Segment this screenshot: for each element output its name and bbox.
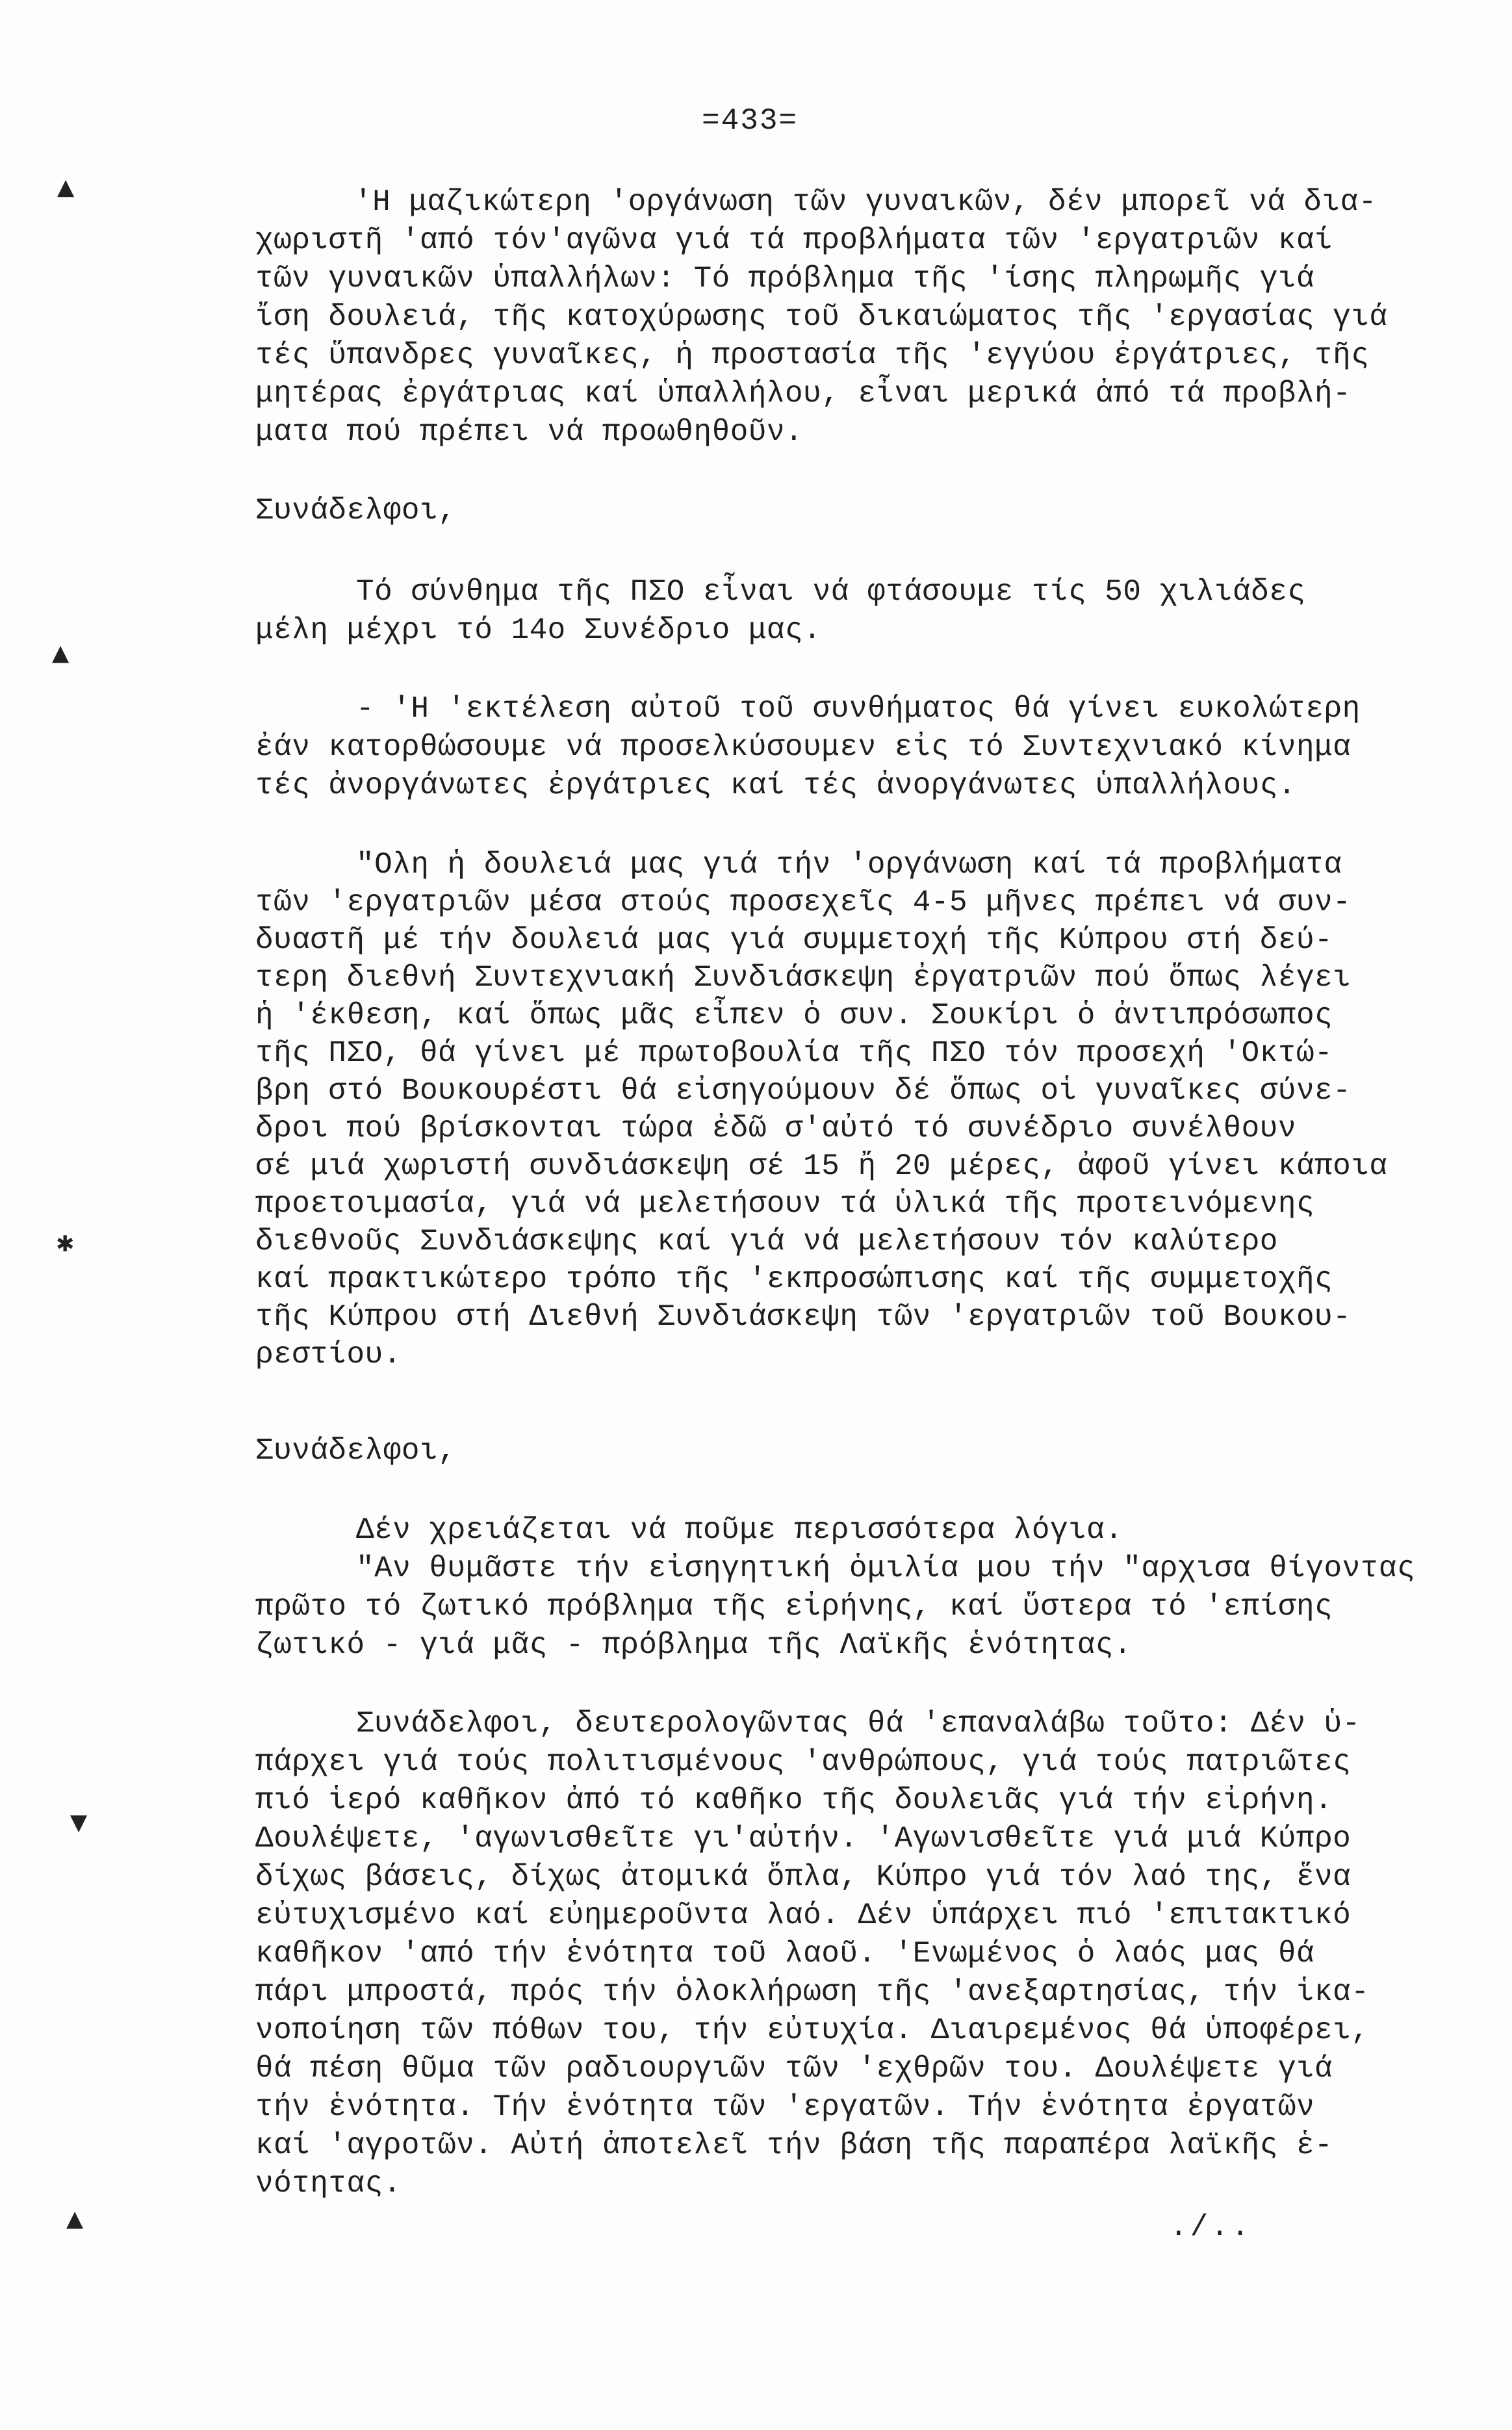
text-line: Δουλέψετε, 'αγωνισθεῖτε γι'αὐτήν. 'Αγωνισθεῖτε γιά μιά Κύπρο (255, 1822, 1352, 1856)
text-line: δυαστῆ μέ τήν δουλειά μας γιά συμμετοχή τῆς Κύπρου στή δεύ- (255, 923, 1333, 957)
text-line: Συνάδελφοι, δευτερολογῶντας θά 'επαναλάβω τοῦτο: Δέν ὑ- (356, 1707, 1361, 1741)
text-line: τῶν 'εργατριῶν μέσα στούς προσεχεῖς 4-5 μῆνες πρέπει νά συν- (255, 886, 1352, 919)
text-line: σέ μιά χωριστή συνδιάσκεψη σέ 15 ἤ 20 μέρες, ἀφοῦ γίνει κάποια (255, 1149, 1388, 1183)
text-line: θά πέση θῦμα τῶν ραδιουργιῶν τῶν 'εχθρῶν του. Δουλέψετε γιά (255, 2052, 1333, 2086)
text-line: μέλη μέχρι τό 14ο Συνέδριο μας. (255, 613, 822, 647)
text-line: "Ολη ἡ δουλειά μας γιά τήν 'οργάνωση καί τά προβλήματα (356, 848, 1342, 882)
text-line: ἐάν κατορθώσουμε νά προσελκύσουμεν εἰς τό Συντεχνιακό κίνημα (255, 730, 1352, 764)
text-line: "Αν θυμᾶστε τήν εἰσηγητική ὁμιλία μου τήν "αρχισα θίγοντας (356, 1552, 1416, 1585)
text-line: καί 'αγροτῶν. Αὐτή ἀποτελεῖ τήν βάση τῆς παραπέρα λαϊκῆς ἑ- (255, 2129, 1333, 2162)
continued-mark: ./.. (1170, 2210, 1252, 2244)
text-line: νοποίηση τῶν πόθων του, τήν εὐτυχία. Διαιρεμένος θά ὑποφέρει, (255, 2014, 1370, 2047)
text-line: ζωτικό - γιά μᾶς - πρόβλημα τῆς Λαϊκῆς ἑνότητας. (255, 1628, 1133, 1662)
salutation: Συνάδελφοι, (255, 494, 457, 528)
page-number: =433= (702, 104, 799, 138)
text-line: Τό σύνθημα τῆς ΠΣΟ εἶναι νά φτάσουμε τίς 50 χιλιάδες (356, 575, 1306, 609)
margin-mark: ✱ (56, 1231, 75, 1257)
text-line: ἡ 'έκθεση, καί ὅπως μᾶς εἶπεν ὁ συν. Σουκίρι ὁ ἀντιπρόσωπος (255, 999, 1333, 1032)
text-line: νότητας. (255, 2167, 402, 2201)
text-line: πρῶτο τό ζωτικό πρόβλημα τῆς εἰρήνης, καί ὕστερα τό 'επίσης (255, 1590, 1333, 1624)
text-line: προετοιμασία, γιά νά μελετήσουν τά ὑλικά τῆς προτεινόμενης (255, 1187, 1315, 1221)
text-line: - 'Η 'εκτέλεση αὐτοῦ τοῦ συνθήματος θά γίνει ευκολώτερη (356, 692, 1361, 726)
text-line: πάρι μπροστά, πρός τήν ὁλοκλήρωση τῆς 'ανεξαρτησίας, τήν ἱκα- (255, 1975, 1370, 2009)
margin-mark: ▼ (70, 1810, 88, 1835)
text-line: πάρχει γιά τούς πολιτισμένους 'ανθρώπους, γιά τούς πατριῶτες (255, 1745, 1352, 1779)
text-line: καθῆκον 'από τήν ἑνότητα τοῦ λαοῦ. 'Ενωμένος ὁ λαός μας θά (255, 1937, 1315, 1971)
margin-mark: ▲ (66, 2206, 84, 2232)
text-line: μητέρας ἐργάτριας καί ὑπαλλήλου, εἶναι μερικά ἀπό τά προβλή- (255, 377, 1352, 411)
salutation: Συνάδελφοι, (255, 1434, 457, 1468)
text-line: δροι πού βρίσκονται τώρα ἐδῶ σ'αὐτό τό συνέδριο συνέλθουν (255, 1112, 1296, 1145)
text-line: τές ὕπανδρες γυναῖκες, ἡ προστασία τῆς 'εγγύου ἐργάτριες, τῆς (255, 339, 1370, 372)
text-line: τῆς ΠΣΟ, θά γίνει μέ πρωτοβουλία τῆς ΠΣΟ τόν προσεχή 'Οκτώ- (255, 1036, 1333, 1070)
text-line: διεθνοῦς Συνδιάσκεψης καί γιά νά μελετήσουν τόν καλύτερο (255, 1225, 1278, 1259)
text-line: ἴση δουλειά, τῆς κατοχύρωσης τοῦ δικαιώματος τῆς 'εργασίας γιά (255, 300, 1388, 334)
text-line: βρη στό Βουκουρέστι θά εἰσηγούμουν δέ ὅπως οἱ γυναῖκες σύνε- (255, 1074, 1352, 1108)
text-line: πιό ἱερό καθῆκον ἀπό τό καθῆκο τῆς δουλειᾶς γιά τήν εἰρήνη. (255, 1784, 1333, 1817)
text-line: Δέν χρειάζεται νά ποῦμε περισσότερα λόγια. (356, 1513, 1123, 1547)
text-line: καί πρακτικώτερο τρόπο τῆς 'εκπροσώπισης καί τῆς συμμετοχῆς (255, 1262, 1333, 1296)
margin-mark: ▲ (57, 174, 75, 200)
text-line: τῆς Κύπρου στή Διεθνή Συνδιάσκεψη τῶν 'εργατριῶν τοῦ Βουκου- (255, 1300, 1352, 1334)
text-line: ρεστίου. (255, 1338, 402, 1372)
text-line: τήν ἑνότητα. Τήν ἑνότητα τῶν 'εργατῶν. Τήν ἑνότητα ἐργατῶν (255, 2090, 1315, 2124)
margin-mark: ▲ (52, 640, 70, 666)
text-line: τές ἀνοργάνωτες ἐργάτριες καί τές ἀνοργάνωτες ὑπαλλήλους. (255, 769, 1296, 802)
text-line: χωριστῆ 'από τόν'αγῶνα γιά τά προβλήματα τῶν 'εργατριῶν καί (255, 224, 1333, 257)
text-line: 'Η μαζικώτερη 'οργάνωση τῶν γυναικῶν, δέν μπορεῖ νά δια- (354, 185, 1377, 219)
text-line: τερη διεθνή Συντεχνιακή Συνδιάσκεψη ἐργατριῶν πού ὅπως λέγει (255, 961, 1352, 995)
text-line: ματα πού πρέπει νά προωθηθοῦν. (255, 415, 804, 449)
text-line: τῶν γυναικῶν ὑπαλλήλων: Τό πρόβλημα τῆς 'ίσης πληρωμῆς γιά (255, 262, 1315, 296)
text-line: εὐτυχισμένο καί εὐημεροῦντα λαό. Δέν ὑπάρχει πιό 'επιτακτικό (255, 1899, 1352, 1932)
text-line: δίχως βάσεις, δίχως ἀτομικά ὅπλα, Κύπρο γιά τόν λαό της, ἕνα (255, 1860, 1352, 1894)
